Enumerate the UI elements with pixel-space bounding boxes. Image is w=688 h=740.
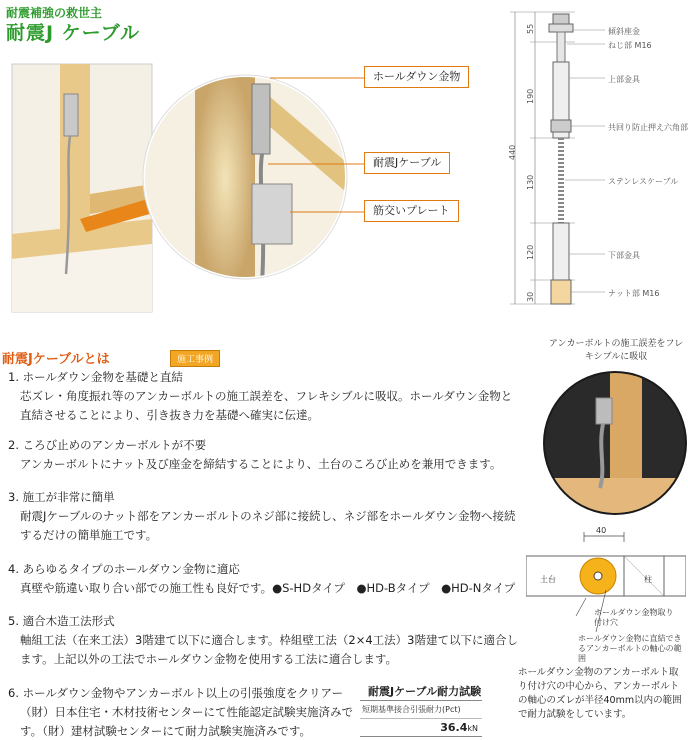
- feature-3: [8, 488, 518, 545]
- feature-2-head: 2. ころび止めのアンカーボルトが不要: [8, 438, 207, 452]
- dim-num-440: 440: [508, 144, 517, 160]
- callout-cable: 耐震Jケーブル: [364, 152, 450, 174]
- dim-num-130: 130: [526, 174, 535, 190]
- test-value: 36.4: [440, 721, 468, 734]
- dim-label-upper-fitting: 上部金具: [608, 75, 640, 84]
- dim-label-washer: 傾斜座金: [608, 27, 640, 36]
- feature-5-body: 軸組工法（在来工法）3階建て以下に適合します。枠組壁工法（2×4工法）3階建て以下に適合します。上記以外の工法でホールダウン金物を使用する工法に適合します。: [20, 633, 518, 666]
- plan-label-dodai: 土台: [540, 575, 556, 584]
- hero-illustration: [0, 44, 490, 314]
- test-result-table: [360, 700, 482, 737]
- note-test-range: ホールダウン金物のアンカーボルト取り付け穴の中心から、アンカーボルトの軸心のズレが半径40mm以内の範囲で耐力試験をしています。: [518, 667, 682, 720]
- feature-5: [8, 612, 518, 669]
- case-study-badge[interactable]: 施工事例: [170, 350, 220, 367]
- plan-dim-40: 40: [596, 526, 607, 535]
- dim-num-30: 30: [526, 291, 535, 302]
- section-title: 耐震Jケーブルとは: [2, 352, 110, 367]
- cable-dimension-svg: [495, 8, 688, 308]
- dim-label-nut: ナット部 M16: [608, 289, 660, 298]
- feature-4-body: 真壁や筋違い取り合い部での施工性も良好です。●S-HDタイプ ●HD-Bタイプ ●HD-Nタイプ: [20, 581, 516, 595]
- feature-1-head: 1. ホールダウン金物を基礎と直結: [8, 370, 183, 384]
- callout-holdown: ホールダウン金物: [364, 66, 469, 88]
- dim-num-120: 120: [526, 244, 535, 260]
- dim-label-cable: ステンレスケーブル: [608, 177, 679, 186]
- feature-1-body: 芯ズレ・角度振れ等のアンカーボルトの施工誤差を、フレキシブルに吸収。ホールダウン金物と直結させることにより、引き抜き力を基礎へ確実に伝達。: [20, 389, 513, 422]
- feature-6-body: （財）日本住宅・木材技術センターにて性能認定試験実施済みです。（財）建材試験センターにて耐力試験実施済みです。: [20, 705, 354, 738]
- feature-3-head: 3. 施工が非常に簡単: [8, 490, 115, 504]
- feature-4: [8, 560, 518, 598]
- note-flexible: アンカーボルトの施工誤差をフレキシブルに吸収: [548, 339, 684, 362]
- test-row-label: 短期基準接合引張耐力(Pct): [360, 701, 482, 719]
- dim-label-lower-fitting: 下部金具: [608, 251, 640, 260]
- plan-label-holdown: ホールダウン金物取り付け穴: [594, 608, 674, 627]
- callout-plate: 筋交いプレート: [364, 200, 459, 222]
- test-row-value: [360, 719, 482, 736]
- feature-5-head: 5. 適合木造工法形式: [8, 614, 115, 628]
- feature-6: [8, 684, 360, 740]
- dim-label-thread: ねじ部 M16: [608, 41, 652, 50]
- feature-4-head: 4. あらゆるタイプのホールダウン金物に適応: [8, 562, 240, 576]
- feature-2-body: アンカーボルトにナット及び座金を締結することにより、土台のころび止めを兼用できます。: [20, 457, 502, 471]
- page-subtitle: 耐震補強の救世主: [6, 6, 103, 20]
- test-title: 耐震Jケーブル耐力試験: [368, 685, 482, 698]
- feature-3-body: 耐震Jケーブルのナット部をアンカーボルトのネジ部に接続し、ネジ部をホールダウン金物へ接続するだけの簡単施工です。: [20, 509, 516, 542]
- page-title: 耐震J ケーブル: [6, 22, 140, 44]
- feature-1: [8, 368, 518, 425]
- test-unit: kN: [467, 724, 478, 733]
- dim-num-190: 190: [526, 88, 535, 104]
- feature-2: [8, 436, 518, 474]
- plan-label-range: ホールダウン金物に直結できるアンカーボルトの軸心の範囲: [578, 634, 682, 663]
- dim-num-55: 55: [526, 23, 535, 34]
- feature-6-head: 6. ホールダウン金物やアンカーボルト以上の引張強度をクリアー: [8, 686, 344, 700]
- circle-photo: [540, 368, 688, 518]
- dim-label-hex: 共回り防止押え六角部: [608, 123, 688, 132]
- plan-label-hashira: 柱: [644, 575, 652, 584]
